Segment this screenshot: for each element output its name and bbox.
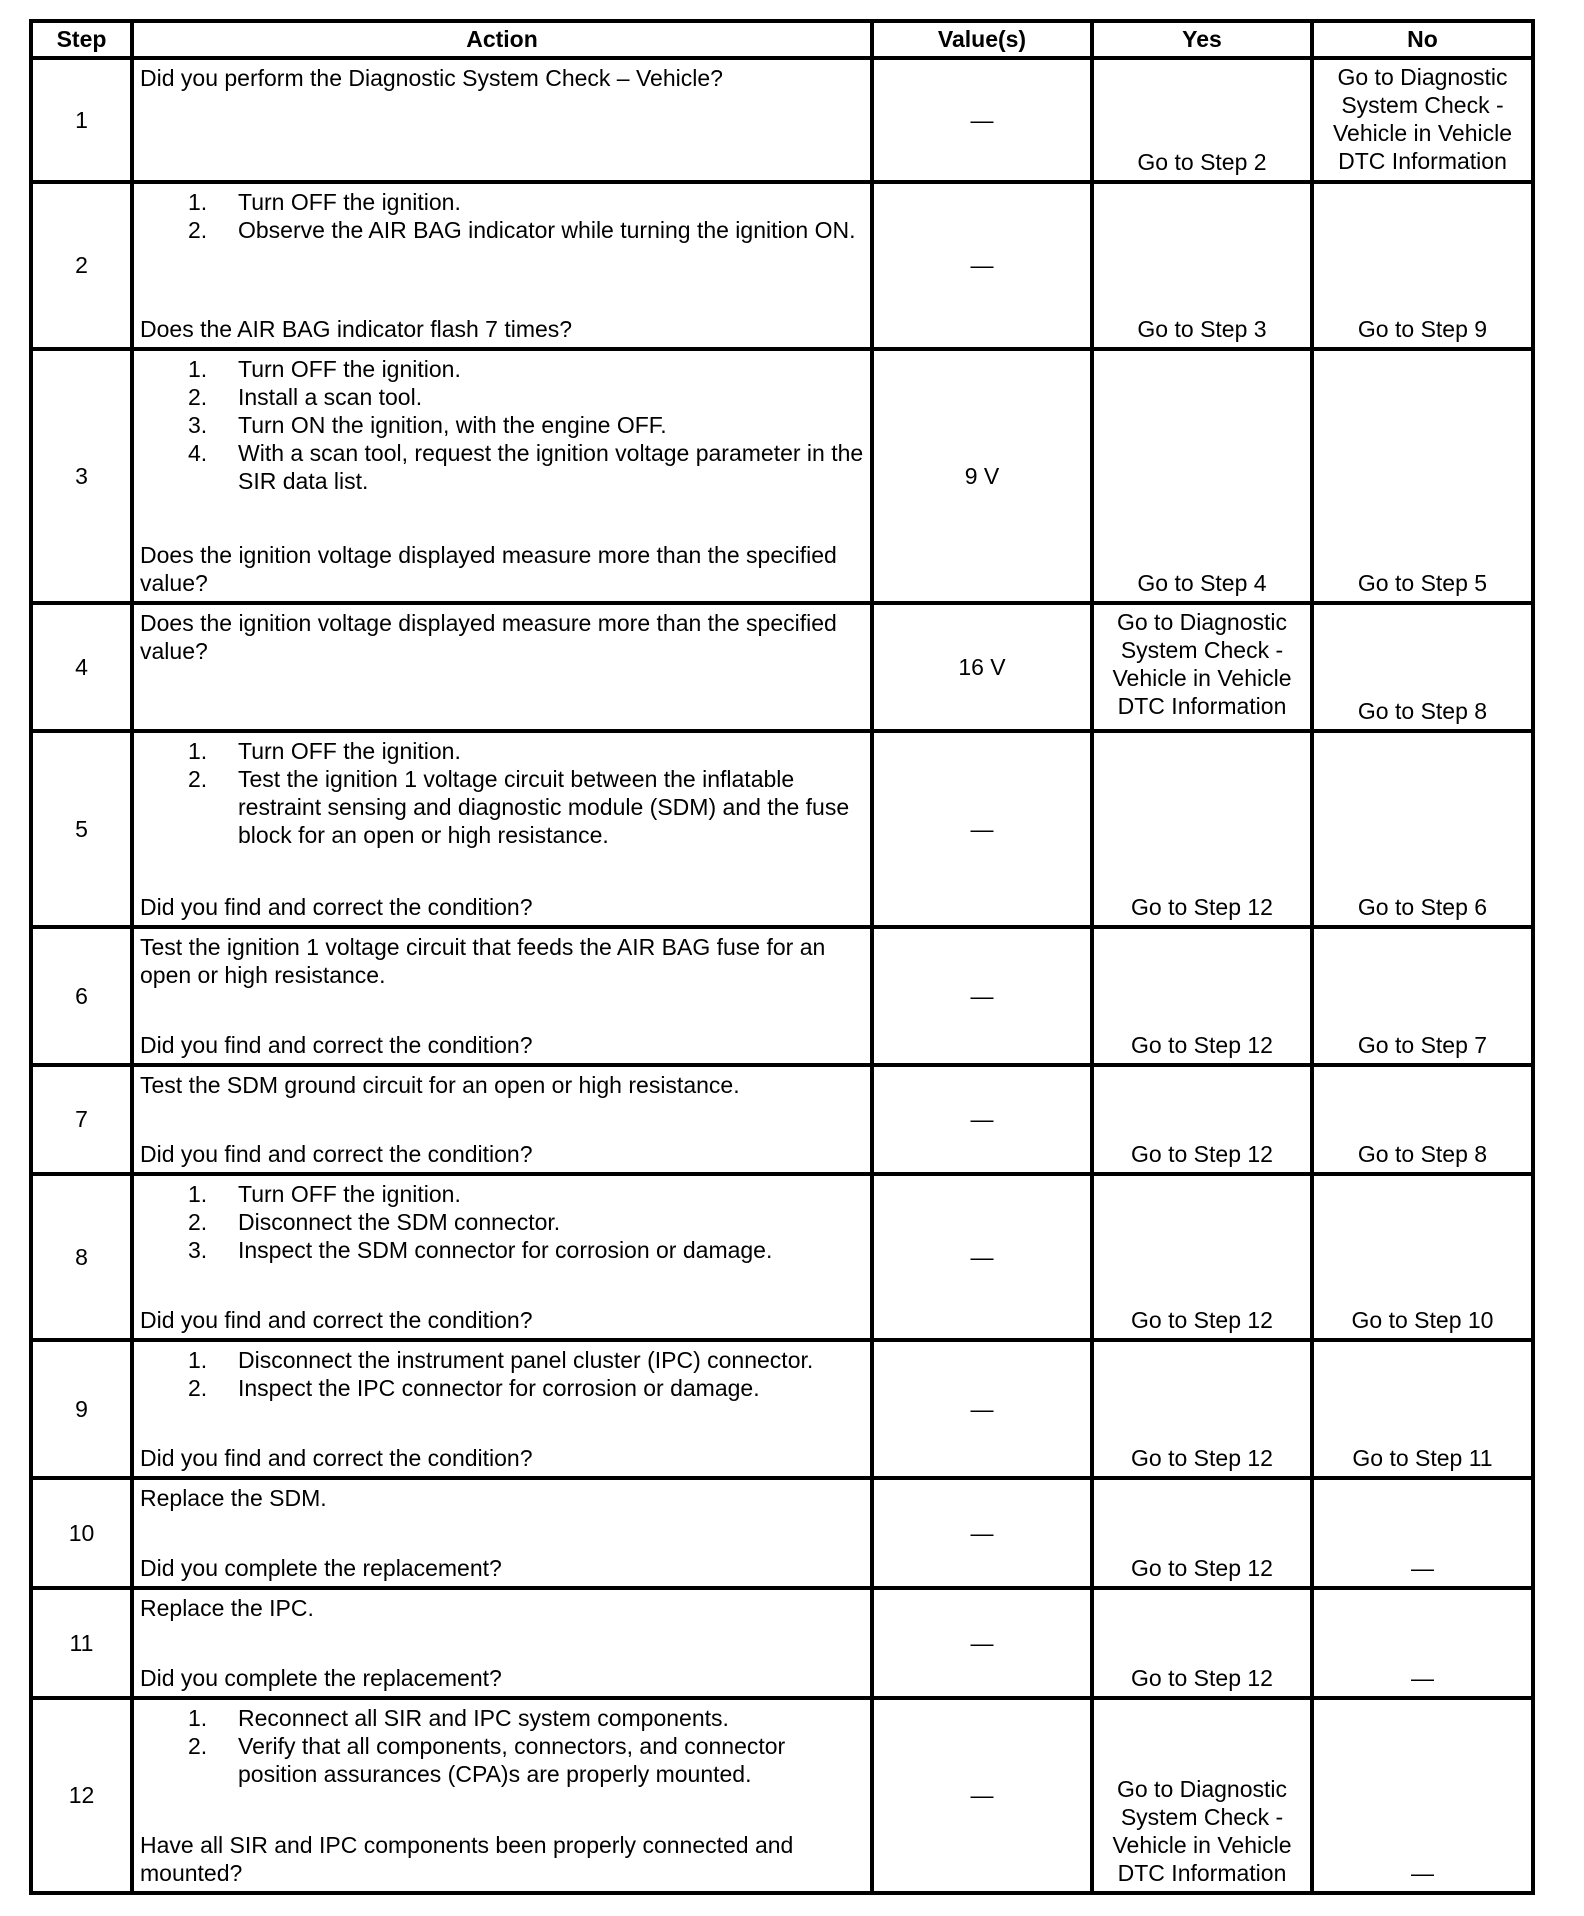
list-item-number: 2. (188, 1209, 208, 1235)
yes-result-cell (1092, 731, 1312, 927)
list-item-number: 1. (188, 356, 208, 382)
action-text: Replace the SDM. (140, 1485, 327, 1511)
action-cell (132, 1478, 872, 1588)
no-result-text: — (1411, 1555, 1434, 1581)
action-question: Does the AIR BAG indicator flash 7 times? (140, 316, 573, 342)
action-cell (132, 1340, 872, 1478)
no-result-cell (1312, 349, 1533, 603)
list-item-text: Test the ignition 1 voltage circuit between the inflatable restraint sensing and diagnostic module (SDM) and the fuse block for an open or high resistance. (238, 766, 850, 848)
yes-result-cell (1092, 1065, 1312, 1174)
yes-result-cell (1092, 1588, 1312, 1698)
table-row (31, 1340, 1533, 1478)
no-result-cell (1312, 1698, 1533, 1893)
list-item (140, 1236, 864, 1264)
no-result-cell (1312, 58, 1533, 182)
step-number: 11 (31, 1588, 132, 1698)
list-item (140, 383, 864, 411)
list-item (140, 1346, 864, 1374)
no-result-cell (1312, 182, 1533, 349)
list-item (140, 1704, 864, 1732)
header-yes: Yes (1092, 21, 1312, 58)
step-number: 3 (31, 349, 132, 603)
list-item-number: 2. (188, 766, 208, 792)
no-result-text: Go to Step 6 (1357, 894, 1488, 920)
action-cell (132, 349, 872, 603)
list-item-text: Inspect the SDM connector for corrosion or damage. (238, 1237, 773, 1263)
list-item (140, 216, 864, 244)
value-cell: — (872, 731, 1092, 927)
action-question: Did you find and correct the condition? (140, 1141, 533, 1167)
step-number: 1 (31, 58, 132, 182)
action-cell (132, 58, 872, 182)
header-step: Step (31, 21, 132, 58)
no-result-text: — (1411, 1665, 1434, 1691)
list-item (140, 1732, 864, 1788)
list-item-number: 3. (188, 412, 208, 438)
action-steps-list (140, 188, 864, 244)
table-header-row (31, 21, 1533, 58)
no-result-text: Go to Step 8 (1357, 698, 1488, 724)
no-result-cell (1312, 731, 1533, 927)
no-result-text: Go to Step 10 (1351, 1307, 1494, 1333)
list-item-number: 1. (188, 738, 208, 764)
action-text: Test the ignition 1 voltage circuit that feeds the AIR BAG fuse for an open or high resistance. (140, 934, 826, 988)
list-item-text: Turn ON the ignition, with the engine OFF. (238, 412, 667, 438)
list-item-text: Disconnect the instrument panel cluster (IPC) connector. (238, 1347, 814, 1373)
action-cell (132, 1174, 872, 1340)
action-steps-list (140, 1180, 864, 1264)
yes-result-text: Go to Step 12 (1131, 1307, 1273, 1333)
list-item-text: Inspect the IPC connector for corrosion or damage. (238, 1375, 760, 1401)
header-action: Action (132, 21, 872, 58)
no-result-cell (1312, 927, 1533, 1065)
list-item (140, 765, 864, 849)
table-row (31, 1698, 1533, 1893)
list-item (140, 411, 864, 439)
action-text: Does the ignition voltage displayed measure more than the specified value? (140, 610, 837, 664)
list-item (140, 1208, 864, 1236)
yes-result-cell (1092, 182, 1312, 349)
action-cell (132, 1588, 872, 1698)
list-item (140, 439, 864, 495)
action-steps-list (140, 355, 864, 495)
table-row (31, 58, 1533, 182)
list-item-text: Turn OFF the ignition. (238, 189, 461, 215)
value-cell: — (872, 1698, 1092, 1893)
action-cell (132, 927, 872, 1065)
list-item-text: Install a scan tool. (238, 384, 423, 410)
list-item (140, 355, 864, 383)
yes-result-text: Go to Step 12 (1131, 1555, 1273, 1581)
list-item-number: 2. (188, 384, 208, 410)
action-question: Does the ignition voltage displayed measure more than the specified value? (140, 542, 837, 596)
yes-result-text: Go to Step 4 (1137, 570, 1267, 596)
list-item-text: Turn OFF the ignition. (238, 356, 461, 382)
action-cell (132, 1698, 872, 1893)
yes-result-text: Go to Step 12 (1131, 894, 1273, 920)
yes-result-text: Go to Step 12 (1131, 1141, 1273, 1167)
action-steps-list (140, 1704, 864, 1788)
list-item (140, 737, 864, 765)
value-cell: — (872, 182, 1092, 349)
list-item (140, 188, 864, 216)
yes-result-cell (1092, 1340, 1312, 1478)
yes-result-text: Go to Step 12 (1131, 1032, 1273, 1058)
action-question: Did you find and correct the condition? (140, 1032, 533, 1058)
action-question: Did you complete the replacement? (140, 1665, 502, 1691)
list-item-text: Verify that all components, connectors, and connector position assurances (CPA)s are properly mounted. (238, 1733, 786, 1787)
value-cell: — (872, 1065, 1092, 1174)
no-result-cell (1312, 1174, 1533, 1340)
step-number: 4 (31, 603, 132, 731)
list-item-number: 1. (188, 1705, 208, 1731)
yes-result-cell (1092, 1174, 1312, 1340)
no-result-cell (1312, 1588, 1533, 1698)
table-row (31, 349, 1533, 603)
list-item-text: With a scan tool, request the ignition voltage parameter in the SIR data list. (238, 440, 864, 494)
no-result-text: Go to Step 11 (1352, 1445, 1493, 1471)
header-values: Value(s) (872, 21, 1092, 58)
action-question: Did you find and correct the condition? (140, 894, 533, 920)
list-item-text: Turn OFF the ignition. (238, 1181, 461, 1207)
list-item-number: 1. (188, 1181, 208, 1207)
table-row (31, 1065, 1533, 1174)
no-result-cell (1312, 1340, 1533, 1478)
step-number: 8 (31, 1174, 132, 1340)
no-result-text: — (1411, 1860, 1434, 1886)
list-item (140, 1374, 864, 1402)
value-cell: 9 V (872, 349, 1092, 603)
action-question: Did you find and correct the condition? (140, 1445, 533, 1471)
yes-result-cell (1092, 58, 1312, 182)
value-cell: — (872, 1478, 1092, 1588)
yes-result-cell (1092, 349, 1312, 603)
value-cell: — (872, 1174, 1092, 1340)
table-row (31, 1174, 1533, 1340)
no-result-text: Go to Step 5 (1357, 570, 1488, 596)
action-steps-list (140, 737, 864, 849)
action-text: Replace the IPC. (140, 1595, 314, 1621)
table-row (31, 1588, 1533, 1698)
no-result-cell (1312, 1478, 1533, 1588)
yes-result-text: Go to Diagnostic System Check - Vehicle in Vehicle DTC Information (1112, 1776, 1292, 1886)
yes-result-cell (1092, 603, 1312, 731)
action-steps-list (140, 1346, 864, 1402)
list-item-number: 2. (188, 1375, 208, 1401)
list-item-number: 1. (188, 189, 208, 215)
diagnostic-table (29, 19, 1535, 1895)
table-row (31, 731, 1533, 927)
list-item-text: Reconnect all SIR and IPC system components. (238, 1705, 729, 1731)
table-row (31, 1478, 1533, 1588)
list-item-number: 2. (188, 1733, 208, 1759)
list-item (140, 1180, 864, 1208)
table-row (31, 182, 1533, 349)
no-result-text: Go to Step 9 (1357, 316, 1488, 342)
action-question: Did you find and correct the condition? (140, 1307, 533, 1333)
step-number: 9 (31, 1340, 132, 1478)
yes-result-cell (1092, 927, 1312, 1065)
value-cell: 16 V (872, 603, 1092, 731)
step-number: 6 (31, 927, 132, 1065)
step-number: 7 (31, 1065, 132, 1174)
header-no: No (1312, 21, 1533, 58)
action-question: Have all SIR and IPC components been properly connected and mounted? (140, 1832, 794, 1886)
action-question: Did you complete the replacement? (140, 1555, 502, 1581)
action-cell (132, 1065, 872, 1174)
table-row (31, 927, 1533, 1065)
value-cell: — (872, 58, 1092, 182)
yes-result-text: Go to Diagnostic System Check - Vehicle in Vehicle DTC Information (1112, 609, 1292, 719)
action-text: Test the SDM ground circuit for an open or high resistance. (140, 1072, 740, 1098)
no-result-cell (1312, 603, 1533, 731)
list-item-number: 3. (188, 1237, 208, 1263)
step-number: 2 (31, 182, 132, 349)
step-number: 5 (31, 731, 132, 927)
list-item-text: Disconnect the SDM connector. (238, 1209, 561, 1235)
value-cell: — (872, 1588, 1092, 1698)
value-cell: — (872, 1340, 1092, 1478)
action-cell (132, 603, 872, 731)
step-number: 12 (31, 1698, 132, 1893)
list-item-number: 2. (188, 217, 208, 243)
action-text: Did you perform the Diagnostic System Check – Vehicle? (140, 65, 723, 91)
yes-result-text: Go to Step 12 (1131, 1445, 1273, 1471)
step-number: 10 (31, 1478, 132, 1588)
action-cell (132, 182, 872, 349)
yes-result-text: Go to Step 2 (1137, 149, 1267, 175)
list-item-number: 4. (188, 440, 208, 466)
value-cell: — (872, 927, 1092, 1065)
yes-result-text: Go to Step 12 (1131, 1665, 1273, 1691)
action-cell (132, 731, 872, 927)
yes-result-cell (1092, 1478, 1312, 1588)
table-row (31, 603, 1533, 731)
no-result-cell (1312, 1065, 1533, 1174)
yes-result-cell (1092, 1698, 1312, 1893)
no-result-text: Go to Diagnostic System Check - Vehicle in Vehicle DTC Information (1332, 64, 1512, 174)
no-result-text: Go to Step 7 (1357, 1032, 1488, 1058)
list-item-number: 1. (188, 1347, 208, 1373)
no-result-text: Go to Step 8 (1357, 1141, 1488, 1167)
yes-result-text: Go to Step 3 (1137, 316, 1267, 342)
list-item-text: Observe the AIR BAG indicator while turning the ignition ON. (238, 217, 856, 243)
list-item-text: Turn OFF the ignition. (238, 738, 461, 764)
